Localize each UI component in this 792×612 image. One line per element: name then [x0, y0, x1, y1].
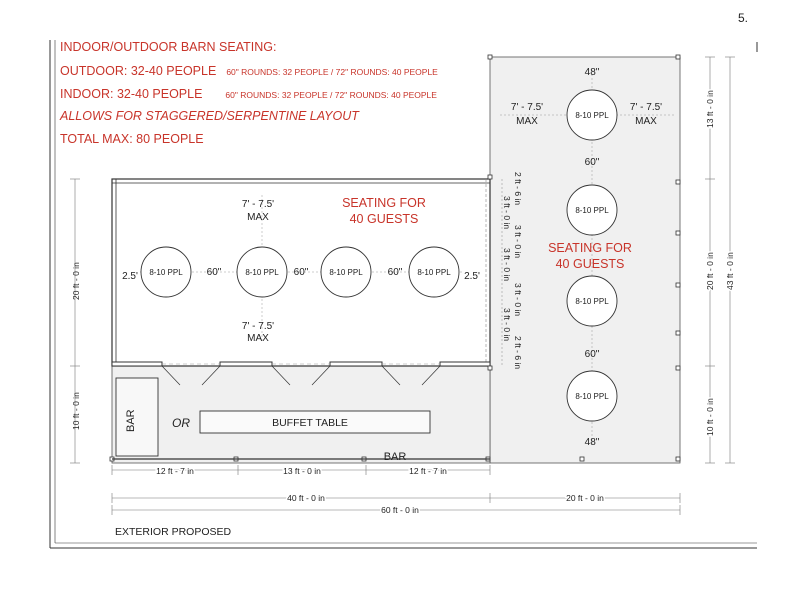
note-indoor: INDOOR: 32-40 PEOPLE 60" ROUNDS: 32 PEOPLE / 72" ROUNDS: 40 PEOPLE	[60, 87, 437, 101]
svg-text:8-10 PPL: 8-10 PPL	[575, 111, 609, 120]
outdoor-top-gap: 48"	[584, 67, 600, 78]
indoor-edge-left: 2.5'	[122, 271, 138, 282]
svg-text:40 GUESTS: 40 GUESTS	[349, 212, 419, 226]
indoor-table-3	[321, 247, 371, 297]
outdoor-bottom-gap: 48"	[584, 437, 600, 448]
wall-dim-6: 3 ft - 0 in	[502, 308, 512, 342]
dim-bottom-seg3: 12 ft - 7 in	[409, 466, 447, 476]
page-number: 5.	[738, 11, 749, 25]
caption: EXTERIOR PROPOSED	[115, 526, 232, 538]
indoor-edge-right: 2.5'	[464, 271, 480, 282]
dim-right-bottom: 10 ft - 0 in	[705, 398, 715, 436]
wall-dim-1: 2 ft - 6 in	[513, 172, 523, 206]
outdoor-max-right: 7' - 7.5'	[629, 102, 663, 113]
outdoor-table-4	[567, 371, 617, 421]
svg-text:8-10 PPL: 8-10 PPL	[575, 392, 609, 401]
dim-overall-40: 40 ft - 0 in	[287, 493, 325, 503]
svg-text:8-10 PPL: 8-10 PPL	[149, 268, 183, 277]
outdoor-gap-2: 60"	[584, 349, 600, 360]
indoor-gap-2: 60"	[293, 267, 309, 278]
svg-text:8-10 PPL: 8-10 PPL	[417, 268, 451, 277]
note-total: TOTAL MAX: 80 PEOPLE	[60, 132, 204, 146]
dim-overall-60: 60 ft - 0 in	[381, 505, 419, 515]
dim-right-top: 13 ft - 0 in	[705, 90, 715, 128]
dim-bottom-seg2: 13 ft - 0 in	[283, 466, 321, 476]
outdoor-table-2	[567, 185, 617, 235]
note-layout: ALLOWS FOR STAGGERED/SERPENTINE LAYOUT	[60, 109, 359, 123]
indoor-max-top: 7' - 7.5'	[241, 199, 275, 210]
side-bar-label: BAR	[125, 409, 137, 432]
indoor-table-4	[409, 247, 459, 297]
dim-bottom-seg1: 12 ft - 7 in	[156, 466, 194, 476]
buffet-table-label: BUFFET TABLE	[272, 417, 348, 429]
svg-text:MAX: MAX	[247, 212, 269, 223]
dim-right-mid: 20 ft - 0 in	[705, 252, 715, 290]
note-title: INDOOR/OUTDOOR BARN SEATING:	[60, 40, 277, 54]
note-outdoor: OUTDOOR: 32-40 PEOPLE 60" ROUNDS: 32 PEOPLE / 72" ROUNDS: 40 PEOPLE	[60, 64, 438, 78]
wall-dim-2: 3 ft - 0 in	[502, 196, 512, 230]
or-label: OR	[172, 416, 190, 430]
dim-overall-20: 20 ft - 0 in	[566, 493, 604, 503]
wall-dim-7: 2 ft - 6 in	[513, 336, 523, 370]
svg-text:MAX: MAX	[247, 333, 269, 344]
svg-text:8-10 PPL: 8-10 PPL	[575, 206, 609, 215]
wall-dim-5: 3 ft - 0 in	[513, 283, 523, 317]
bottom-bar-label: BAR	[383, 451, 407, 463]
indoor-table-1	[141, 247, 191, 297]
svg-text:8-10 PPL: 8-10 PPL	[329, 268, 363, 277]
wall-dim-3: 3 ft - 0 in	[513, 225, 523, 259]
svg-text:40 GUESTS: 40 GUESTS	[555, 257, 625, 271]
outdoor-table-3	[567, 276, 617, 326]
indoor-gap-1: 60"	[206, 267, 222, 278]
outdoor-max-left: 7' - 7.5'	[510, 102, 544, 113]
dim-right-total: 43 ft - 0 in	[725, 252, 735, 290]
indoor-max-bottom: 7' - 7.5'	[241, 321, 275, 332]
dim-left-lower: 10 ft - 0 in	[71, 392, 81, 430]
indoor-table-2	[237, 247, 287, 297]
dim-left-upper: 20 ft - 0 in	[71, 262, 81, 300]
side-bar	[116, 378, 158, 456]
indoor-gap-3: 60"	[387, 267, 403, 278]
wall-dim-4: 3 ft - 0 in	[502, 248, 512, 282]
svg-text:MAX: MAX	[516, 116, 538, 127]
svg-text:8-10 PPL: 8-10 PPL	[245, 268, 279, 277]
outdoor-table-1	[567, 90, 617, 140]
outdoor-seating-label: SEATING FOR	[548, 241, 632, 255]
indoor-seating-label: SEATING FOR	[342, 196, 426, 210]
svg-text:MAX: MAX	[635, 116, 657, 127]
svg-text:8-10 PPL: 8-10 PPL	[575, 297, 609, 306]
outdoor-gap-1: 60"	[584, 157, 600, 168]
